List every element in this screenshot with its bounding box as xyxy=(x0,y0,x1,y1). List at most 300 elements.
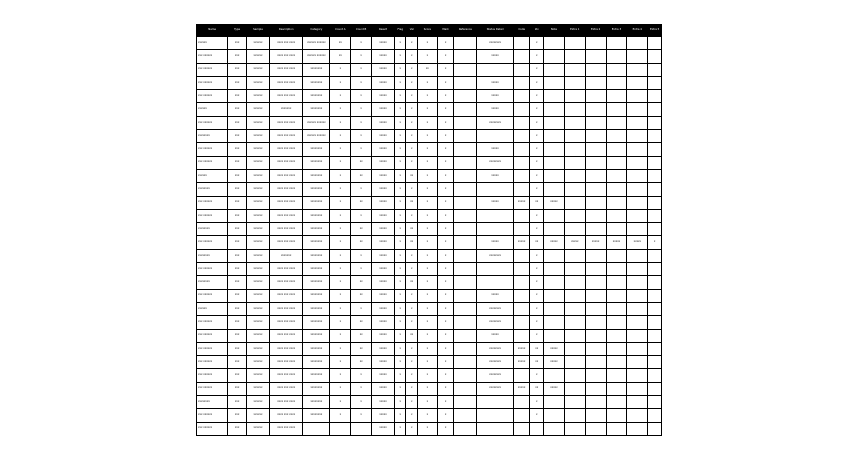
table-cell xyxy=(627,169,648,182)
table-cell: xxx xxxxxx xyxy=(197,143,228,156)
table-cell: xxxx xxx xxxx xyxy=(269,409,302,422)
table-cell xyxy=(648,396,662,409)
table-cell: xxx xxxxxx xyxy=(197,50,228,63)
table-cell: x xyxy=(406,289,417,302)
table-row xyxy=(197,422,662,435)
table-cell: x xyxy=(417,236,437,249)
table-cell: xxxxx xyxy=(372,396,395,409)
table-cell: x xyxy=(406,369,417,382)
table-cell: xxxxxxxx xyxy=(197,183,228,196)
table-cell: x xyxy=(417,143,437,156)
table-cell: xxxxxxxx xyxy=(303,249,330,262)
table-cell xyxy=(627,76,648,89)
table-cell: x xyxy=(406,50,417,63)
table-cell: xxxxx xyxy=(477,76,513,89)
table-cell: xx xyxy=(406,236,417,249)
table-cell: x xyxy=(437,422,454,435)
table-cell: xxx xyxy=(228,116,247,129)
table-cell xyxy=(564,396,585,409)
table-cell xyxy=(513,50,530,63)
table-cell: x xyxy=(406,156,417,169)
table-cell: x xyxy=(437,356,454,369)
table-cell xyxy=(544,329,565,342)
table-cell xyxy=(606,50,627,63)
table-row xyxy=(197,356,662,369)
table-cell xyxy=(513,63,530,76)
table-cell: xxxxxxxx xyxy=(303,63,330,76)
table-cell: x xyxy=(351,90,372,103)
table-cell: x xyxy=(406,263,417,276)
table-cell: x xyxy=(406,316,417,329)
table-cell xyxy=(454,342,477,355)
table-cell: xxxxx xyxy=(372,103,395,116)
table-cell xyxy=(513,223,530,236)
table-cell: x xyxy=(437,316,454,329)
table-cell xyxy=(454,422,477,435)
table-cell: xxxxxx xyxy=(247,103,270,116)
table-cell: x xyxy=(437,396,454,409)
table-cell: xxxxxx xyxy=(247,50,270,63)
table-cell: x xyxy=(437,263,454,276)
table-cell xyxy=(606,169,627,182)
table-cell xyxy=(544,156,565,169)
table-row xyxy=(197,90,662,103)
table-cell: xxx xxxxxx xyxy=(197,63,228,76)
table-cell xyxy=(585,63,606,76)
table-cell xyxy=(564,169,585,182)
table-cell xyxy=(564,263,585,276)
table-row xyxy=(197,223,662,236)
table-cell xyxy=(585,130,606,143)
table-cell: xxxxx xyxy=(372,169,395,182)
table-cell xyxy=(477,422,513,435)
table-cell xyxy=(454,143,477,156)
table-cell: xx xyxy=(406,329,417,342)
table-cell: x xyxy=(351,249,372,262)
table-cell: xxxxx xyxy=(372,37,395,50)
table-cell xyxy=(648,342,662,355)
table-cell: xxx xyxy=(228,223,247,236)
table-cell: x xyxy=(395,116,406,129)
table-cell xyxy=(454,316,477,329)
table-cell: x xyxy=(530,409,544,422)
table-cell: xxxx xxx xxxx xyxy=(269,369,302,382)
table-cell xyxy=(513,289,530,302)
table-cell: xxxxxx xyxy=(247,263,270,276)
column-header: Flag xyxy=(395,25,406,37)
table-cell xyxy=(627,130,648,143)
table-cell xyxy=(513,143,530,156)
table-cell: xxxxx xyxy=(544,356,565,369)
table-cell xyxy=(627,329,648,342)
table-cell xyxy=(477,276,513,289)
table-cell xyxy=(627,302,648,315)
table-cell: x xyxy=(395,183,406,196)
table-cell xyxy=(648,223,662,236)
table-cell xyxy=(585,90,606,103)
table-cell: x xyxy=(330,356,351,369)
table-cell: xx xyxy=(417,63,437,76)
table-cell: xxxxxxx xyxy=(269,249,302,262)
column-header: Mark xyxy=(437,25,454,37)
table-cell: xxxxxx xyxy=(247,169,270,182)
table-cell xyxy=(454,130,477,143)
table-cell: xxx xyxy=(228,169,247,182)
table-cell: xxxxxx xyxy=(197,103,228,116)
table-cell: xxxxx xyxy=(372,409,395,422)
table-cell: xxxxxxxx xyxy=(303,169,330,182)
table-cell xyxy=(564,316,585,329)
table-cell: x xyxy=(395,249,406,262)
table-cell: x xyxy=(437,302,454,315)
table-cell xyxy=(627,103,648,116)
table-cell xyxy=(606,263,627,276)
table-cell: xxxx xxx xxxx xyxy=(269,169,302,182)
table-cell: x xyxy=(406,103,417,116)
table-cell: xxxxx xyxy=(513,236,530,249)
table-cell xyxy=(564,223,585,236)
table-cell: x xyxy=(330,63,351,76)
table-cell xyxy=(627,382,648,395)
table-cell xyxy=(585,316,606,329)
table-cell: xxxxxx xyxy=(247,143,270,156)
table-cell xyxy=(627,276,648,289)
table-cell: x xyxy=(395,143,406,156)
table-cell xyxy=(585,302,606,315)
table-cell xyxy=(606,329,627,342)
table-cell xyxy=(564,63,585,76)
table-cell xyxy=(564,103,585,116)
table-cell: xxxxxxxx xyxy=(303,369,330,382)
column-header: Code xyxy=(513,25,530,37)
table-cell xyxy=(585,409,606,422)
table-cell: x xyxy=(530,76,544,89)
table-cell: xxxxxxxx xyxy=(303,409,330,422)
table-cell: xxxxxx xxxxxx xyxy=(303,130,330,143)
table-cell: xxx xyxy=(228,263,247,276)
table-cell xyxy=(648,276,662,289)
table-cell: xxx xyxy=(228,63,247,76)
table-cell xyxy=(627,209,648,222)
table-cell: xxxxxx xxxxxx xyxy=(303,50,330,63)
table-cell: x xyxy=(437,116,454,129)
table-cell xyxy=(648,263,662,276)
table-cell: x xyxy=(395,342,406,355)
table-cell xyxy=(585,422,606,435)
table-cell xyxy=(606,396,627,409)
table-cell: x xyxy=(417,409,437,422)
table-cell xyxy=(627,156,648,169)
table-cell: xxxxxxxx xyxy=(197,223,228,236)
table-cell: xxxxxxxx xyxy=(477,356,513,369)
table-cell xyxy=(648,76,662,89)
table-cell: x xyxy=(406,409,417,422)
table-cell: xxx xyxy=(228,196,247,209)
table-cell: xxxx xxx xxxx xyxy=(269,223,302,236)
table-cell xyxy=(544,302,565,315)
table-cell: xxxxxxxx xyxy=(303,356,330,369)
table-cell: xxxxxxxx xyxy=(477,116,513,129)
table-cell: x xyxy=(437,236,454,249)
table-cell xyxy=(585,143,606,156)
table-cell xyxy=(627,263,648,276)
table-cell: xxx xyxy=(228,409,247,422)
table-cell: xxxxx xyxy=(372,276,395,289)
table-cell: x xyxy=(417,289,437,302)
table-cell xyxy=(544,183,565,196)
column-header: Extra 5 xyxy=(648,25,662,37)
table-cell xyxy=(648,63,662,76)
table-cell: xx xyxy=(530,382,544,395)
table-row xyxy=(197,76,662,89)
table-cell xyxy=(606,369,627,382)
table-cell: xxx xyxy=(228,276,247,289)
table-cell: xxxx xxx xxxx xyxy=(269,316,302,329)
table-cell xyxy=(627,183,648,196)
table-cell: x xyxy=(395,76,406,89)
table-cell xyxy=(585,37,606,50)
table-cell: x xyxy=(437,183,454,196)
table-cell: x xyxy=(417,196,437,209)
table-cell xyxy=(606,249,627,262)
table-cell: x xyxy=(395,90,406,103)
table-cell: xxxxxxxx xyxy=(197,276,228,289)
table-cell xyxy=(454,382,477,395)
table-cell: x xyxy=(437,329,454,342)
table-cell xyxy=(585,342,606,355)
table-cell xyxy=(454,116,477,129)
table-cell xyxy=(564,196,585,209)
table-cell xyxy=(513,263,530,276)
table-cell: x xyxy=(395,169,406,182)
table-cell: xxxxx xyxy=(372,116,395,129)
table-cell: xx xyxy=(530,196,544,209)
table-cell xyxy=(303,422,330,435)
table-cell: x xyxy=(530,289,544,302)
table-cell xyxy=(585,223,606,236)
table-cell: xxx xyxy=(228,329,247,342)
table-cell: x xyxy=(406,382,417,395)
table-cell xyxy=(585,289,606,302)
table-cell: x xyxy=(406,37,417,50)
column-header: Result xyxy=(372,25,395,37)
table-cell: xxxx xxx xxxx xyxy=(269,116,302,129)
table-cell xyxy=(585,183,606,196)
table-cell: xxxxxxx xyxy=(269,103,302,116)
table-cell: x xyxy=(530,130,544,143)
table-cell xyxy=(544,316,565,329)
table-cell xyxy=(606,76,627,89)
table-cell: xxxxxxxx xyxy=(303,329,330,342)
table-cell: x xyxy=(406,63,417,76)
table-cell xyxy=(627,196,648,209)
table-cell: x xyxy=(417,76,437,89)
table-cell xyxy=(627,223,648,236)
table-cell xyxy=(627,316,648,329)
table-cell: x xyxy=(530,249,544,262)
table-cell: xxxxxx xyxy=(247,90,270,103)
table-cell: xxxxx xyxy=(372,289,395,302)
table-cell: xxx xxxxxx xyxy=(197,369,228,382)
table-cell: x xyxy=(330,329,351,342)
table-cell: x xyxy=(530,316,544,329)
table-cell xyxy=(454,156,477,169)
table-cell: xxxxx xyxy=(372,236,395,249)
table-cell xyxy=(648,289,662,302)
table-cell: x xyxy=(417,103,437,116)
table-cell xyxy=(454,63,477,76)
table-cell: xxxxxx xyxy=(247,276,270,289)
table-cell: xxx xyxy=(228,183,247,196)
table-cell: xxxxx xyxy=(372,50,395,63)
table-cell: x xyxy=(330,130,351,143)
table-cell xyxy=(627,50,648,63)
table-cell: xxxxxxxx xyxy=(303,196,330,209)
table-row xyxy=(197,236,662,249)
table-cell: xxxxxx xyxy=(247,289,270,302)
table-cell xyxy=(564,90,585,103)
table-cell: xxx xxxxxx xyxy=(197,116,228,129)
table-cell: x xyxy=(395,37,406,50)
table-cell xyxy=(564,302,585,315)
table-cell: x xyxy=(351,63,372,76)
table-cell xyxy=(648,183,662,196)
table-cell: xxxxxxxx xyxy=(303,143,330,156)
table-cell xyxy=(585,369,606,382)
table-cell: xxxxxxxx xyxy=(303,263,330,276)
table-cell xyxy=(627,90,648,103)
table-cell: xx xyxy=(351,236,372,249)
table-cell: x xyxy=(330,76,351,89)
table-cell: xx xyxy=(351,289,372,302)
table-cell: xx xyxy=(351,342,372,355)
table-cell xyxy=(606,130,627,143)
table-row xyxy=(197,263,662,276)
table-cell: xx xyxy=(351,356,372,369)
table-cell: x xyxy=(437,382,454,395)
table-row xyxy=(197,289,662,302)
table-cell: xxxxx xyxy=(372,143,395,156)
table-cell xyxy=(477,130,513,143)
table-cell xyxy=(648,103,662,116)
table-cell: xxxxxx xyxy=(247,329,270,342)
table-cell: xxxxx xyxy=(544,196,565,209)
table-cell xyxy=(564,289,585,302)
table-cell xyxy=(513,409,530,422)
table-row xyxy=(197,196,662,209)
table-cell xyxy=(564,382,585,395)
table-cell: xx xyxy=(351,223,372,236)
spreadsheet xyxy=(196,24,662,436)
table-cell: xxxxxx xyxy=(247,369,270,382)
table-cell: xxx xxxxxx xyxy=(197,289,228,302)
table-cell: xxxxxx xyxy=(247,422,270,435)
table-cell: xxx xyxy=(228,316,247,329)
table-row xyxy=(197,342,662,355)
table-cell xyxy=(606,183,627,196)
table-cell: x xyxy=(330,276,351,289)
table-cell xyxy=(606,409,627,422)
table-cell: x xyxy=(530,50,544,63)
table-cell: x xyxy=(530,396,544,409)
table-cell: xxxxxxxx xyxy=(303,289,330,302)
column-header: Idx xyxy=(530,25,544,37)
table-cell: xxx xyxy=(228,356,247,369)
table-cell: xxxxx xyxy=(372,316,395,329)
table-cell: x xyxy=(417,302,437,315)
table-cell: xxxxx xyxy=(477,329,513,342)
table-cell xyxy=(585,156,606,169)
table-cell: x xyxy=(330,236,351,249)
table-cell: xxxxx xyxy=(513,342,530,355)
table-cell: x xyxy=(351,103,372,116)
table-row xyxy=(197,183,662,196)
table-cell: x xyxy=(330,382,351,395)
table-cell xyxy=(648,196,662,209)
table-cell: xxxxx xyxy=(513,356,530,369)
table-cell: xxx xxxxxx xyxy=(197,236,228,249)
table-cell: xx xyxy=(351,276,372,289)
table-cell: x xyxy=(417,329,437,342)
table-cell: xxxxxx xyxy=(247,409,270,422)
table-cell: x xyxy=(330,302,351,315)
table-cell xyxy=(544,249,565,262)
table-cell: xxxxxx xyxy=(247,342,270,355)
table-cell xyxy=(564,209,585,222)
table-cell: xxxxx xyxy=(477,50,513,63)
table-cell xyxy=(544,289,565,302)
table-cell: xxxxx xyxy=(372,329,395,342)
column-header: Category xyxy=(303,25,330,37)
table-cell: xxxxxx xyxy=(247,209,270,222)
table-cell: x xyxy=(330,249,351,262)
table-cell xyxy=(606,209,627,222)
table-cell: x xyxy=(417,116,437,129)
table-cell: x xyxy=(437,196,454,209)
table-cell xyxy=(454,76,477,89)
table-cell: xxx xyxy=(228,90,247,103)
table-cell xyxy=(627,396,648,409)
table-cell: x xyxy=(406,342,417,355)
table-cell xyxy=(648,356,662,369)
table-cell xyxy=(513,90,530,103)
table-cell xyxy=(564,116,585,129)
table-cell: xxx xyxy=(228,396,247,409)
table-cell: x xyxy=(437,409,454,422)
table-cell xyxy=(513,156,530,169)
table-cell: xxxxxx xyxy=(197,302,228,315)
table-cell xyxy=(585,116,606,129)
table-row xyxy=(197,169,662,182)
table-row xyxy=(197,37,662,50)
table-cell: x xyxy=(395,156,406,169)
table-cell: xxxx xxx xxxx xyxy=(269,143,302,156)
table-cell xyxy=(585,249,606,262)
table-body xyxy=(197,37,662,436)
table-cell: xxxxx xyxy=(372,249,395,262)
table-cell: xxxxxxxx xyxy=(303,76,330,89)
table-cell: xx xyxy=(330,37,351,50)
table-cell xyxy=(585,276,606,289)
table-cell: x xyxy=(417,382,437,395)
table-cell: xxxxxx xxxxxx xyxy=(303,116,330,129)
table-cell: x xyxy=(406,116,417,129)
table-cell: x xyxy=(351,369,372,382)
table-cell: xxxxx xyxy=(372,342,395,355)
table-cell: x xyxy=(406,76,417,89)
table-cell: x xyxy=(406,356,417,369)
column-header: Count A xyxy=(330,25,351,37)
